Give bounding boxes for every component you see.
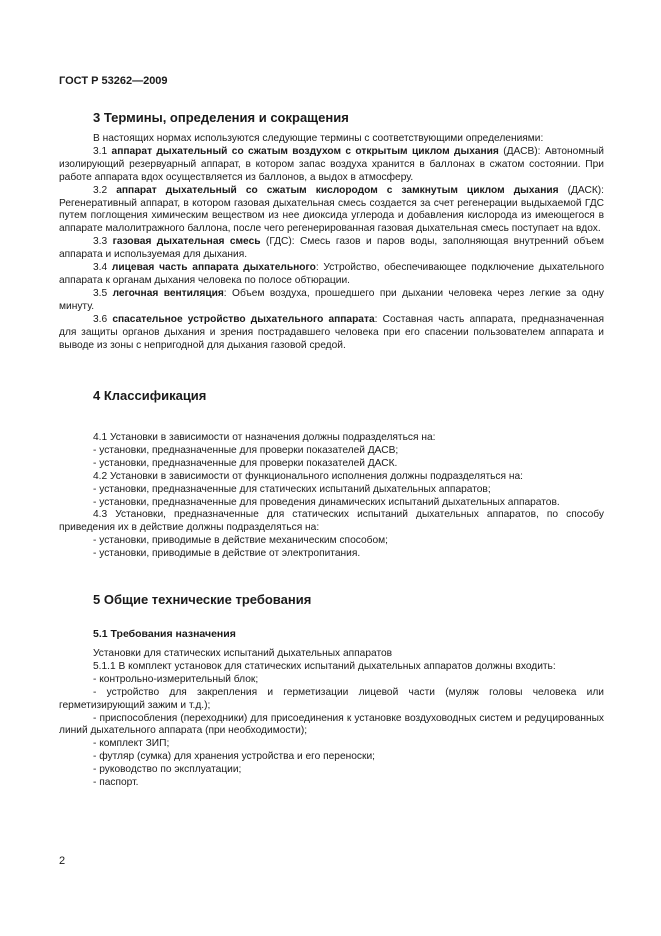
page-number: 2 (59, 855, 66, 867)
term-definition: (ДАСВ): Автономный изолирующий резервуарный аппарат, в котором запас воздуха хранится в баллонах в сжатом состоянии. При работе аппарата вдох осуществляется из баллонов, а выдох в атмосферу. (59, 145, 604, 183)
list-item: - установки, предназначенные для проверки показателей ДАСВ; (93, 444, 399, 456)
term-name: газовая дыхательная смесь (112, 236, 261, 248)
list-item: - установки, приводимые в действие механическим способом; (93, 535, 388, 547)
term-3-5 (59, 288, 604, 314)
section-4-body (59, 432, 604, 561)
list-item: - установки, приводимые в действие от электропитания. (93, 548, 361, 560)
document-header: ГОСТ Р 53262—2009 (59, 75, 168, 87)
term-3-2 (59, 185, 604, 237)
term-name: аппарат дыхательный со сжатым кислородом с замкнутым циклом дыхания (116, 184, 559, 196)
section-5-title: 5 Общие технические требования (93, 592, 312, 607)
list-item: - приспособления (переходники) для присоединения к установке воздуховодных систем и редуцированных линий дыхательного аппарата (при необходимости); (59, 712, 604, 737)
list-item: - комплект ЗИП; (93, 738, 170, 750)
term-name: лицевая часть аппарата дыхательного (111, 262, 316, 274)
term-3-1 (59, 146, 604, 185)
section-4-title: 4 Классификация (93, 388, 207, 403)
term-number: 3.3 (93, 236, 108, 248)
term-name: легочная вентиляция (112, 287, 224, 299)
section-3-body (59, 133, 604, 352)
term-number: 3.6 (93, 313, 108, 325)
term-number: 3.2 (93, 184, 108, 196)
term-definition: : Устройство, обеспечивающее подключение дыхательного аппарата к органам дыхания человека по полосе обтюрации. (59, 262, 604, 286)
list-item: - руководство по эксплуатации; (93, 764, 242, 776)
term-number: 3.1 (93, 145, 108, 157)
term-number: 3.4 (93, 262, 108, 274)
list-item: - футляр (сумка) для хранения устройства и его переноски; (93, 751, 376, 763)
term-definition: (ГДС): Смесь газов и паров воды, заполняющая внутренний объем аппарата и используемая для дыхания. (59, 236, 604, 261)
section-3-title: 3 Термины, определения и сокращения (93, 110, 349, 125)
term-definition: (ДАСК): Регенеративный аппарат, в котором газовая дыхательная смесь создается за счет регенерации выдыхаемой ГДС путем поглощения химическим веществом из нее диоксида углерода и добавления кислорода из имеющегося в аппарате малолитражного баллона, после чего регенерированная газовая дыхательная смесь поступает на вдох. (59, 184, 604, 235)
term-definition: : Составная часть аппарата, предназначенная для защиты органов дыхания и зрения пострадавшего человека при его спасении пользователем аппарата и выводе из зоны с непригодной для дыхания газовой средой. (59, 313, 604, 351)
section-5-body (59, 648, 604, 790)
clause-4-3: 4.3 Установки, предназначенные для статических испытаний дыхательных аппаратов, по способу приведения их в действие должны подразделяться на: (59, 509, 604, 534)
list-item: - паспорт. (93, 777, 139, 789)
term-3-6 (59, 314, 604, 353)
term-3-4 (59, 262, 604, 288)
list-item: - установки, предназначенные для проверки показателей ДАСК. (93, 457, 398, 469)
clause-4-2: 4.2 Установки в зависимости от функционального исполнения должны подразделяться на: (93, 470, 523, 482)
clause-4-1: 4.1 Установки в зависимости от назначения должны подразделяться на: (93, 432, 436, 443)
subsection-5-1-title: 5.1 Требования назначения (93, 628, 236, 640)
term-definition: : Объем воздуха, прошедшего при дыхании человека через легкие за одну минуту. (59, 287, 604, 312)
list-item: - установки, предназначенные для статических испытаний дыхательных аппаратов; (93, 483, 491, 495)
term-3-3 (59, 236, 604, 262)
list-item: - контрольно-измерительный блок; (93, 673, 259, 685)
intro-line: Установки для статических испытаний дыхательных аппаратов (93, 648, 393, 659)
section-3-intro: В настоящих нормах используются следующие термины с соответствующими определениями: (93, 133, 544, 144)
clause-5-1-1: 5.1.1 В комплект установок для статических испытаний дыхательных аппаратов должны входить: (93, 660, 556, 672)
list-item: - установки, предназначенные для проведения динамических испытаний дыхательных аппаратов. (93, 496, 560, 508)
term-name: спасательное устройство дыхательного аппарата (112, 313, 375, 325)
term-number: 3.5 (93, 287, 108, 299)
term-name: аппарат дыхательный со сжатым воздухом с открытым циклом дыхания (111, 145, 499, 157)
list-item: - устройство для закрепления и герметизации лицевой части (муляж головы человека или герметизирующий зажим и т.д.); (59, 686, 604, 711)
